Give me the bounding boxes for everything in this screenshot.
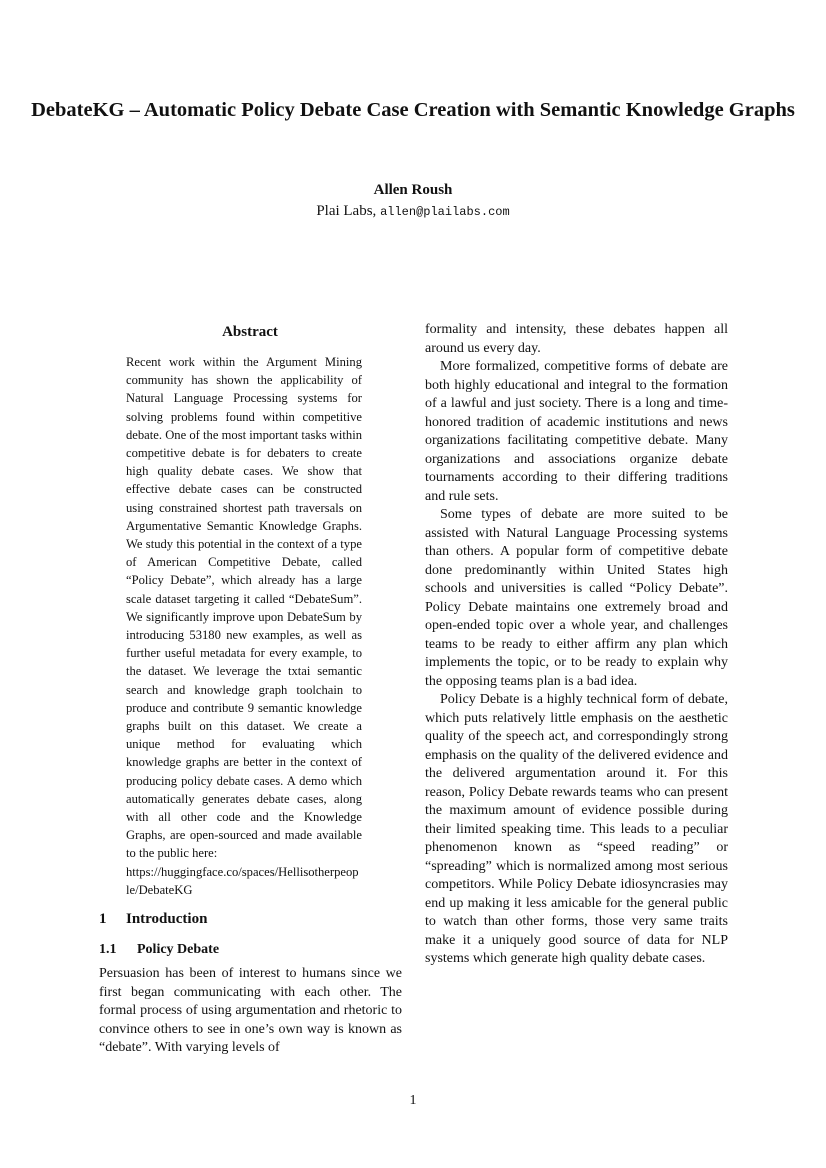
abstract-body — [126, 353, 362, 899]
paper-title: DebateKG – Automatic Policy Debate Case Creation with Semantic Knowledge Graphs — [31, 99, 795, 121]
affiliation-name: Plai Labs, — [316, 203, 377, 219]
body-paragraph: Policy Debate is a highly technical form of debate, which puts relatively little emphasis on the aesthetic quality of the speech act, and correspondingly strong emphasis on the quality of the delivered evidence and the delivered argumentation around it. For this reason, Policy Debate rewards teams who can present the maximum amount of evidence possible during their limited speaking time. This leads to a peculiar phenomenon known as “speed reading” or “spreading” which is normalized among most serious competitors. While Policy Debate idiosyncrasies may end up making it less amicable for the general public to watch than other forms, those very same traits make it a uniquely good source of data for NLP systems which generate high quality debate cases. — [425, 692, 728, 966]
intro-paragraph: Persuasion has been of interest to humans since we first began communicating with each other. The formal process of using argumentation and rhetoric to convince others to see in one’s own way is known as “debate”. With varying levels of — [99, 966, 402, 1055]
section-title: Introduction — [126, 911, 208, 927]
subsection-heading-policy-debate — [99, 940, 219, 960]
body-paragraph: Some types of debate are more suited to be assisted with Natural Language Processing systems than others. A popular form of competitive debate done predominantly within United States high schools and universities is called “Policy Debate”. Policy Debate maintains one extremely broad and open-ended topic over a whole year, and challenges teams to be ready to either affirm any plan which implements the topic, or to be ready to explain why the opposing teams plan is a bad idea. — [425, 507, 728, 689]
right-column — [425, 321, 728, 969]
author-email[interactable]: allen@plailabs.com — [380, 205, 510, 219]
subsection-title: Policy Debate — [137, 942, 220, 957]
body-paragraph: formality and intensity, these debates happen all around us every day. — [425, 322, 728, 356]
abstract-text: Recent work within the Argument Mining community has shown the applicability of Natural Language Processing systems for solving problems found within competitive debate. One of the most important tasks within competitive debate is for debaters to create high quality debate cases. We show that effective debate cases can be constructed using constrained shortest path traversals on Argumentative Semantic Knowledge Graphs. We study this potential in the context of a type of American Competitive Debate, called “Policy Debate”, which already has a large scale dataset targeting it called “DebateSum”. We significantly improve upon DebateSum by introducing 53180 new examples, as well as further useful metadata for every example, to the dataset. We leverage the txtai semantic search and knowledge graph toolchain to produce and contribute 9 semantic knowledge graphs built on this dataset. We create a unique method for evaluating which knowledge graphs are better in the context of producing policy debate cases. A demo which automatically generates debate cases, along with all other code and the Knowledge Graphs, are open-sourced and made available to the public here: — [126, 355, 362, 861]
section-number: 1 — [99, 911, 107, 927]
author-affiliation — [0, 201, 826, 222]
subsection-number: 1.1 — [99, 942, 117, 957]
author-name: Allen Roush — [373, 182, 453, 198]
body-paragraph: More formalized, competitive forms of debate are both highly educational and integral to the formation of a lawful and just society. There is a long and time-honored tradition of academic institutions and news organizations facilitating competitive debate. Many organizations and associations organize debate tournaments according to their differing traditions and rule sets. — [425, 359, 728, 504]
section-heading-introduction — [99, 909, 207, 929]
abstract-url-link[interactable]: https://huggingface.co/spaces/Hellisotherpeople/DebateKG — [126, 864, 359, 897]
page-number: 1 — [409, 1093, 417, 1108]
abstract-heading: Abstract — [222, 324, 278, 340]
